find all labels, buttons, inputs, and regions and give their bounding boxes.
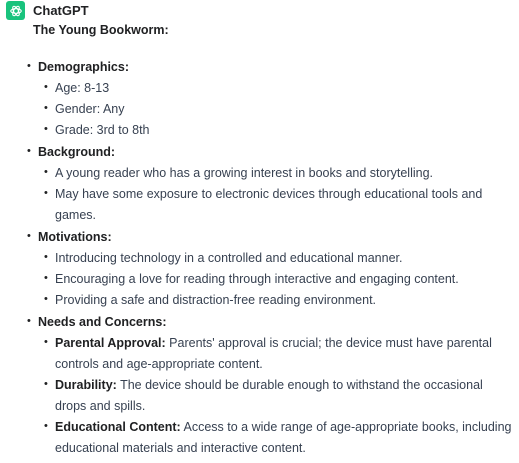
bullet-icon: • (44, 420, 48, 432)
list-item-text: Encouraging a love for reading through interactive and engaging content. (55, 272, 459, 286)
message-header (6, 1, 89, 20)
list-item-text: Grade: 3rd to 8th (55, 123, 150, 137)
list-item-body: Access to a wide range of age-appropriate books, including (183, 420, 512, 434)
bullet-icon: • (27, 145, 31, 157)
section-heading: Demographics: (38, 60, 129, 74)
section-heading: Motivations: (38, 230, 112, 244)
section-heading: Background: (38, 145, 116, 159)
bullet-icon: • (44, 251, 48, 263)
list-item-text: Gender: Any (55, 102, 125, 116)
list-item-text: May have some exposure to electronic devices through educational tools and (55, 187, 483, 201)
list-item-text (55, 336, 492, 350)
list-item-text: Introducing technology in a controlled and educational manner. (55, 251, 403, 265)
bullet-icon: • (27, 315, 31, 327)
list-item-text: A young reader who has a growing interest in books and storytelling. (55, 166, 434, 180)
bullet-icon: • (27, 230, 31, 242)
bullet-icon: • (44, 272, 48, 284)
list-item-text: Age: 8-13 (55, 81, 110, 95)
bullet-icon: • (44, 81, 48, 93)
list-item-text (55, 420, 511, 434)
bullet-icon: • (44, 123, 48, 135)
list-item-label: Educational Content: (55, 420, 181, 434)
list-item-text: games. (55, 208, 96, 222)
bullet-icon: • (27, 60, 31, 72)
list-item-text: educational materials and interactive content. (55, 441, 306, 455)
section-heading: Needs and Concerns: (38, 315, 167, 329)
bullet-icon: • (44, 102, 48, 114)
list-item-label: Parental Approval: (55, 336, 166, 350)
list-item-label: Durability: (55, 378, 117, 392)
message-title: The Young Bookworm: (33, 23, 169, 37)
list-item-text: Providing a safe and distraction-free reading environment. (55, 293, 377, 307)
avatar (6, 1, 25, 20)
bullet-icon: • (44, 166, 48, 178)
bullet-icon: • (44, 187, 48, 199)
list-item-text: drops and spills. (55, 399, 146, 413)
list-item-text: controls and age-appropriate content. (55, 357, 263, 371)
bullet-icon: • (44, 293, 48, 305)
list-item-body: The device should be durable enough to withstand the occasional (120, 378, 483, 392)
openai-logo-icon (9, 4, 23, 18)
bullet-icon: • (44, 336, 48, 348)
bullet-icon: • (44, 378, 48, 390)
list-item-body: Parents' approval is crucial; the device must have parental (169, 336, 492, 350)
author-name: ChatGPT (33, 3, 89, 18)
list-item-text (55, 378, 483, 392)
